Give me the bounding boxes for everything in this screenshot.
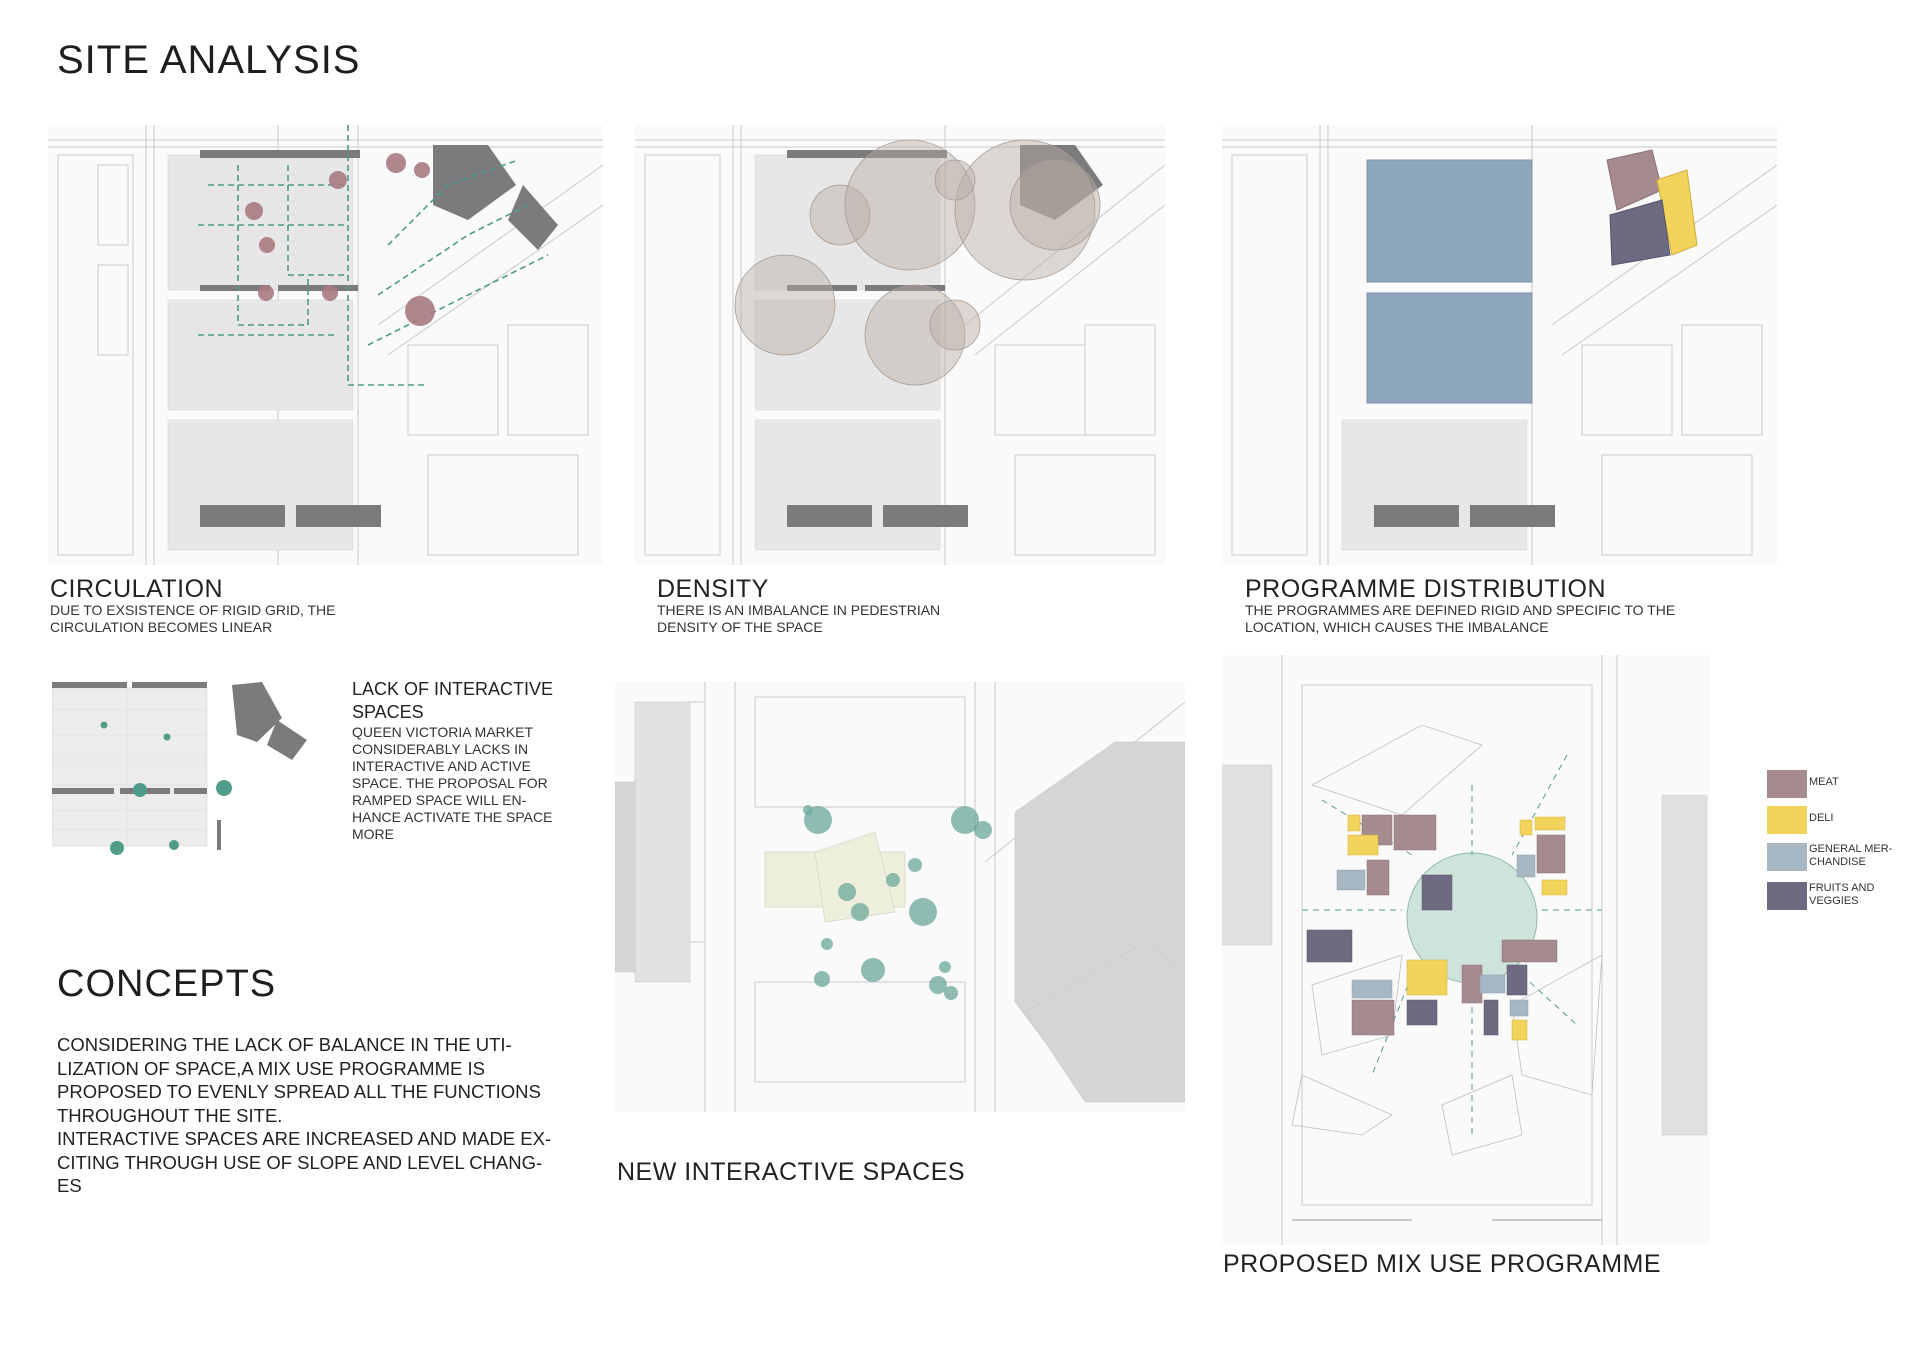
programme-caption: THE PROGRAMMES ARE DEFINED RIGID AND SPECIFIC TO THE LOCATION, WHICH CAUSES THE IMBALANCE bbox=[1245, 602, 1676, 635]
legend-item-deli bbox=[1767, 806, 1904, 834]
concepts-heading: CONCEPTS bbox=[57, 963, 277, 1005]
legend-label-deli: DELI bbox=[1809, 812, 1834, 824]
interactive-body: QUEEN VICTORIA MARKET CONSIDERABLY LACKS IN INTERACTIVE AND ACTIVE SPACE. THE PROPOSAL FOR RAMPED SPACE WILL EN- HANCE ACTIVATE THE SPACE MORE bbox=[352, 724, 553, 842]
page-title: SITE ANALYSIS bbox=[57, 38, 361, 82]
legend-label-general-merchandise: GENERAL MER- CHANDISE bbox=[1809, 843, 1893, 868]
new-interactive-map bbox=[615, 682, 1185, 1112]
programme-map bbox=[1222, 125, 1777, 565]
circulation-heading: CIRCULATION bbox=[50, 575, 224, 603]
legend-item-general-merchandise bbox=[1767, 843, 1904, 871]
density-heading: DENSITY bbox=[657, 575, 769, 603]
circulation-map bbox=[48, 125, 603, 565]
legend-label-fruits-veggies: FRUITS AND VEGGIES bbox=[1809, 882, 1875, 907]
legend-swatch-meat bbox=[1767, 770, 1807, 798]
interactive-heading: LACK OF INTERACTIVE SPACES bbox=[352, 679, 554, 722]
programme-heading: PROGRAMME DISTRIBUTION bbox=[1245, 575, 1607, 603]
proposed-map bbox=[1222, 655, 1710, 1245]
circulation-caption: DUE TO EXSISTENCE OF RIGID GRID, THE CIRCULATION BECOMES LINEAR bbox=[50, 602, 336, 635]
legend-label-meat: MEAT bbox=[1809, 776, 1839, 788]
interactive-small-map bbox=[52, 680, 342, 860]
new-interactive-label: NEW INTERACTIVE SPACES bbox=[617, 1158, 966, 1186]
legend-swatch-deli bbox=[1767, 806, 1807, 834]
legend-item-meat bbox=[1767, 770, 1904, 798]
density-map bbox=[635, 125, 1165, 565]
density-caption: THERE IS AN IMBALANCE IN PEDESTRIAN DENSITY OF THE SPACE bbox=[657, 602, 941, 635]
legend-swatch-general-merchandise bbox=[1767, 843, 1807, 871]
proposed-label: PROPOSED MIX USE PROGRAMME bbox=[1223, 1250, 1662, 1278]
legend-swatch-fruits-veggies bbox=[1767, 882, 1807, 910]
legend-item-fruits-veggies bbox=[1767, 882, 1904, 910]
concepts-body: CONSIDERING THE LACK OF BALANCE IN THE UTI- LIZATION OF SPACE,A MIX USE PROGRAMME IS PROPOSED TO EVENLY SPREAD ALL THE FUNCTIONS THROUGHOUT THE SITE. INTERACTIVE SPACES ARE INCREASED AND MADE EX- CITING THROUGH USE OF SLOPE AND LEVEL CHANG- ES bbox=[57, 1034, 552, 1196]
